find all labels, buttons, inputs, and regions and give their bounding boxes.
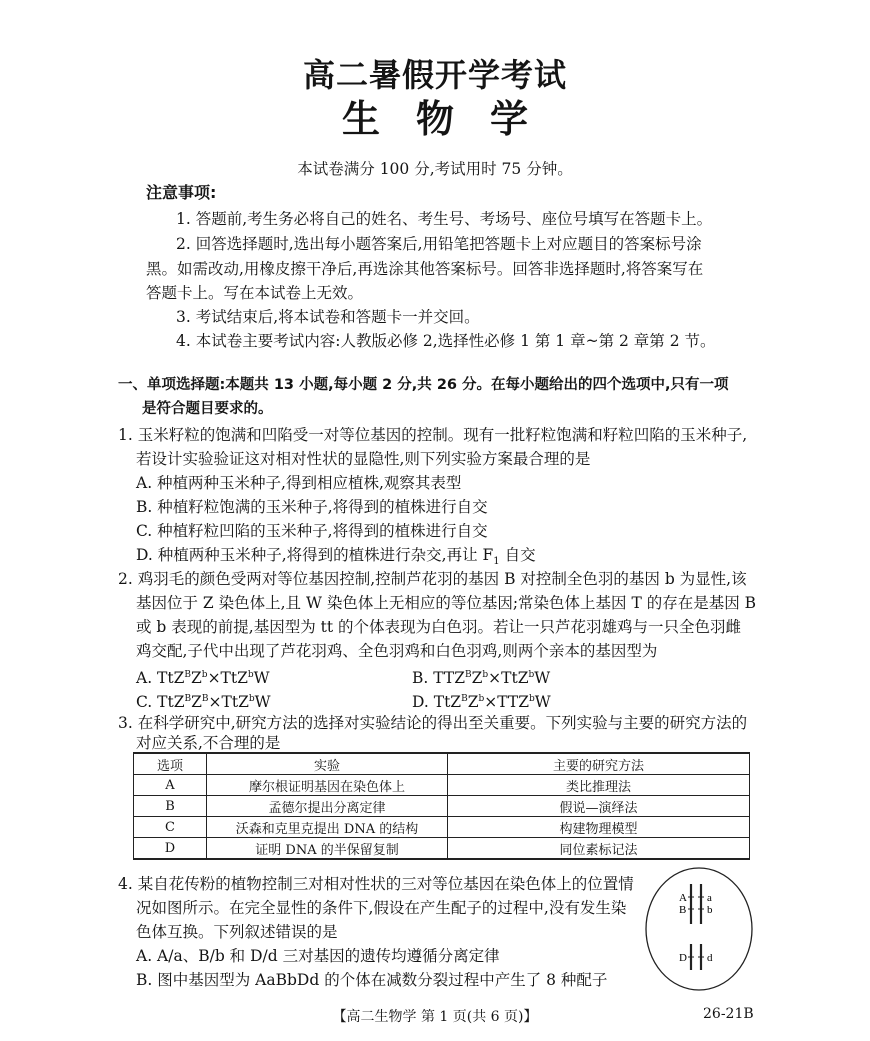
q2-option-d: D. $TtZ^BZ^b\times TTZ^bW$	[412, 693, 551, 712]
q2-option-c: C. $TtZ^BZ^B\times TtZ^bW$	[136, 693, 271, 712]
q1-option-d-tail: 自交	[499, 546, 536, 564]
q2-stem: 基因位于 Z 染色体上,且 W 染色体上无相应的等位基因;常染色体上基因 T 的存在是基因 B	[136, 594, 757, 612]
table-cell: C	[134, 817, 207, 838]
q1-option-d-text: D. 种植两种玉米种子,将得到的植株进行杂交,再让 F	[136, 546, 494, 564]
q3-stem: 对应关系,不合理的是	[136, 734, 281, 752]
q1-stem: 1. 玉米籽粒的饱满和凹陷受一对等位基因的控制。现有一批籽粒饱满和籽粒凹陷的玉米种子,	[118, 426, 748, 444]
gene-label-d: d	[707, 952, 713, 964]
notes-item: 4. 本试卷主要考试内容:人教版必修 2,选择性必修 1 第 1 章~第 2 章第 2 节。	[176, 332, 716, 350]
chromosome-figure	[644, 866, 754, 992]
table-header-row	[134, 753, 750, 775]
gene-label-D: D	[679, 952, 687, 964]
q4-stem: 况如图所示。在完全显性的条件下,假设在产生配子的过程中,没有发生染	[136, 899, 627, 917]
paper-code: 26-21B	[703, 1006, 754, 1022]
table-cell: 孟德尔提出分离定律	[207, 796, 448, 817]
table-row	[134, 775, 750, 796]
table-cell: B	[134, 796, 207, 817]
methods-table	[133, 752, 750, 860]
q3-stem: 3. 在科学研究中,研究方法的选择对实验结论的得出至关重要。下列实验与主要的研究方法的	[118, 714, 748, 732]
table-row	[134, 838, 750, 860]
notes-item: 答题卡上。写在本试卷上无效。	[146, 284, 364, 302]
q1-option-b: B. 种植籽粒饱满的玉米种子,将得到的植株进行自交	[136, 498, 488, 516]
f1-subscript: 1	[493, 556, 500, 568]
notes-item: 2. 回答选择题时,选出每小题答案后,用铅笔把答题卡上对应题目的答案标号涂	[176, 235, 702, 253]
table-cell: D	[134, 838, 207, 860]
table-cell: A	[134, 775, 207, 796]
gene-label-a: a	[707, 892, 712, 904]
q4-option-a: A. A/a、B/b 和 D/d 三对基因的遗传均遵循分离定律	[136, 947, 500, 965]
table-header: 主要的研究方法	[448, 753, 750, 775]
table-row	[134, 796, 750, 817]
notes-item: 3. 考试结束后,将本试卷和答题卡一并交回。	[176, 308, 480, 326]
notes-item: 黑。如需改动,用橡皮擦干净后,再选涂其他答案标号。回答非选择题时,将答案写在	[146, 260, 704, 278]
q4-option-b: B. 图中基因型为 AaBbDd 的个体在减数分裂过程中产生了 8 种配子	[136, 971, 608, 989]
score-info: 本试卷满分 100 分,考试用时 75 分钟。	[297, 160, 573, 178]
table-row	[134, 817, 750, 838]
table-cell: 构建物理模型	[448, 817, 750, 838]
table-cell: 摩尔根证明基因在染色体上	[207, 775, 448, 796]
page-footer: 【高二生物学 第 1 页(共 6 页)】	[332, 1009, 538, 1025]
table-cell: 沃森和克里克提出 DNA 的结构	[207, 817, 448, 838]
exam-subject: 生物学	[341, 97, 564, 141]
q2-stem: 2. 鸡羽毛的颜色受两对等位基因控制,控制芦花羽的基因 B 对控制全色羽的基因 b 为显性,该	[118, 570, 747, 588]
table-header: 选项	[134, 753, 207, 775]
q2-option-b: B. $TTZ^BZ^b\times TtZ^bW$	[412, 669, 551, 688]
table-cell: 同位素标记法	[448, 838, 750, 860]
table-cell: 假说—演绎法	[448, 796, 750, 817]
section-heading: 一、单项选择题:本题共 13 小题,每小题 2 分,共 26 分。在每小题给出的四个选项中,只有一项	[118, 377, 729, 393]
section-heading-cont: 是符合题目要求的。	[142, 401, 273, 417]
q2-option-a: A. $TtZ^BZ^b\times TtZ^bW$	[136, 669, 270, 688]
notes-heading: 注意事项:	[146, 183, 217, 202]
gene-label-A: A	[679, 892, 687, 904]
q4-stem: 色体互换。下列叙述错误的是	[136, 923, 338, 941]
q1-option-a: A. 种植两种玉米种子,得到相应植株,观察其表型	[136, 474, 462, 492]
table-cell: 类比推理法	[448, 775, 750, 796]
q2-stem: 鸡交配,子代中出现了芦花羽鸡、全色羽鸡和白色羽鸡,则两个亲本的基因型为	[136, 642, 658, 660]
gene-label-B: B	[679, 904, 687, 916]
table-header: 实验	[207, 753, 448, 775]
exam-title: 高二暑假开学考试	[302, 56, 567, 94]
notes-item: 1. 答题前,考生务必将自己的姓名、考生号、考场号、座位号填写在答题卡上。	[176, 210, 713, 228]
gene-label-b: b	[707, 904, 713, 916]
q1-option-c: C. 种植籽粒凹陷的玉米种子,将得到的植株进行自交	[136, 522, 488, 540]
table-cell: 证明 DNA 的半保留复制	[207, 838, 448, 860]
q4-stem: 4. 某自花传粉的植物控制三对相对性状的三对等位基因在染色体上的位置情	[118, 875, 634, 893]
q1-stem: 若设计实验验证这对相对性状的显隐性,则下列实验方案最合理的是	[136, 450, 591, 468]
q2-stem: 或 b 表现的前提,基因型为 tt 的个体表现为白色羽。若让一只芦花羽雄鸡与一只全色羽雌	[136, 618, 742, 636]
